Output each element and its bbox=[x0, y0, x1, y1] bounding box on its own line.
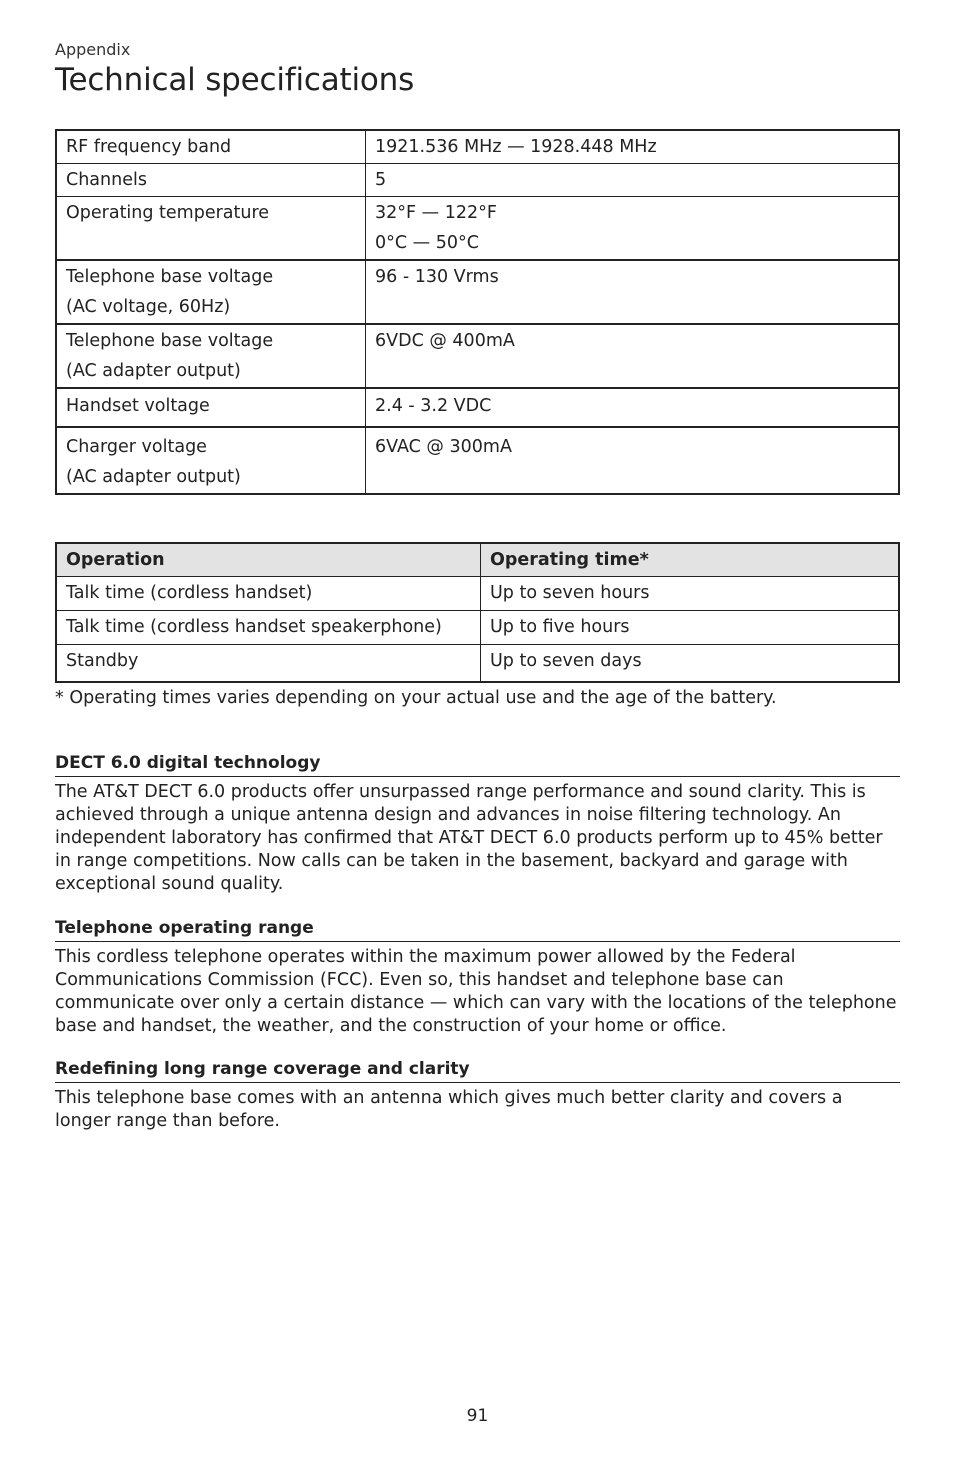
table-row bbox=[56, 427, 899, 494]
table-row bbox=[56, 577, 899, 611]
table-row bbox=[56, 197, 899, 261]
spec-value: 1921.536 MHz — 1928.448 MHz bbox=[366, 130, 900, 164]
table-header-row bbox=[56, 543, 899, 577]
spec-value: 32°F — 122°F 0°C — 50°C bbox=[366, 197, 900, 261]
table-cell: Talk time (cordless handset speakerphone) bbox=[56, 611, 481, 645]
section-operating-range bbox=[55, 917, 900, 1038]
table-row bbox=[56, 645, 899, 683]
table-row bbox=[56, 388, 899, 427]
section-heading: DECT 6.0 digital technology bbox=[55, 752, 900, 777]
table-cell: Standby bbox=[56, 645, 481, 683]
column-header: Operation bbox=[56, 543, 481, 577]
section-body: This cordless telephone operates within the maximum power allowed by the Federal Communications Commission (FCC). Even so, this handset and telephone base can communicate over only a certain distance — which can vary with the locations of the telephone base and handset, the weather, and the construction of your home or office. bbox=[55, 947, 897, 1036]
table-cell: Talk time (cordless handset) bbox=[56, 577, 481, 611]
spec-value: 5 bbox=[366, 164, 900, 197]
spec-value: 6VAC @ 300mA bbox=[366, 427, 900, 494]
section-body: The AT&T DECT 6.0 products offer unsurpassed range performance and sound clarity. This is achieved through a unique antenna design and advances in noise filtering technology. An independent laboratory has confirmed that AT&T DECT 6.0 products perform up to 45% better in range competitions. Now calls can be taken in the basement, backyard and garage with exceptional sound quality. bbox=[55, 782, 883, 894]
section-long-range bbox=[55, 1058, 900, 1133]
page-number: 91 bbox=[466, 1406, 489, 1426]
section-label: Appendix bbox=[55, 40, 131, 59]
section-heading: Redefining long range coverage and clarity bbox=[55, 1058, 900, 1083]
table-cell: Up to five hours bbox=[481, 611, 900, 645]
operating-time-table bbox=[55, 542, 900, 683]
spec-label: Handset voltage bbox=[56, 388, 366, 427]
spec-value: 96 - 130 Vrms bbox=[366, 260, 900, 324]
spec-label: RF frequency band bbox=[56, 130, 366, 164]
table-row bbox=[56, 130, 899, 164]
table-row bbox=[56, 611, 899, 645]
spec-label: Channels bbox=[56, 164, 366, 197]
spec-label: Telephone base voltage (AC voltage, 60Hz) bbox=[56, 260, 366, 324]
spec-value: 2.4 - 3.2 VDC bbox=[366, 388, 900, 427]
table-row bbox=[56, 324, 899, 388]
spec-value: 6VDC @ 400mA bbox=[366, 324, 900, 388]
section-dect bbox=[55, 752, 900, 896]
section-heading: Telephone operating range bbox=[55, 917, 900, 942]
spec-label: Charger voltage (AC adapter output) bbox=[56, 427, 366, 494]
column-header: Operating time* bbox=[481, 543, 900, 577]
footnote: * Operating times varies depending on your actual use and the age of the battery. bbox=[55, 688, 777, 708]
specifications-table bbox=[55, 129, 900, 495]
spec-label: Telephone base voltage (AC adapter output) bbox=[56, 324, 366, 388]
table-row bbox=[56, 164, 899, 197]
table-cell: Up to seven hours bbox=[481, 577, 900, 611]
spec-label: Operating temperature bbox=[56, 197, 366, 261]
section-body: This telephone base comes with an antenna which gives much better clarity and covers a longer range than before. bbox=[55, 1088, 843, 1131]
table-row bbox=[56, 260, 899, 324]
table-cell: Up to seven days bbox=[481, 645, 900, 683]
page-title: Technical specifications bbox=[55, 62, 415, 98]
